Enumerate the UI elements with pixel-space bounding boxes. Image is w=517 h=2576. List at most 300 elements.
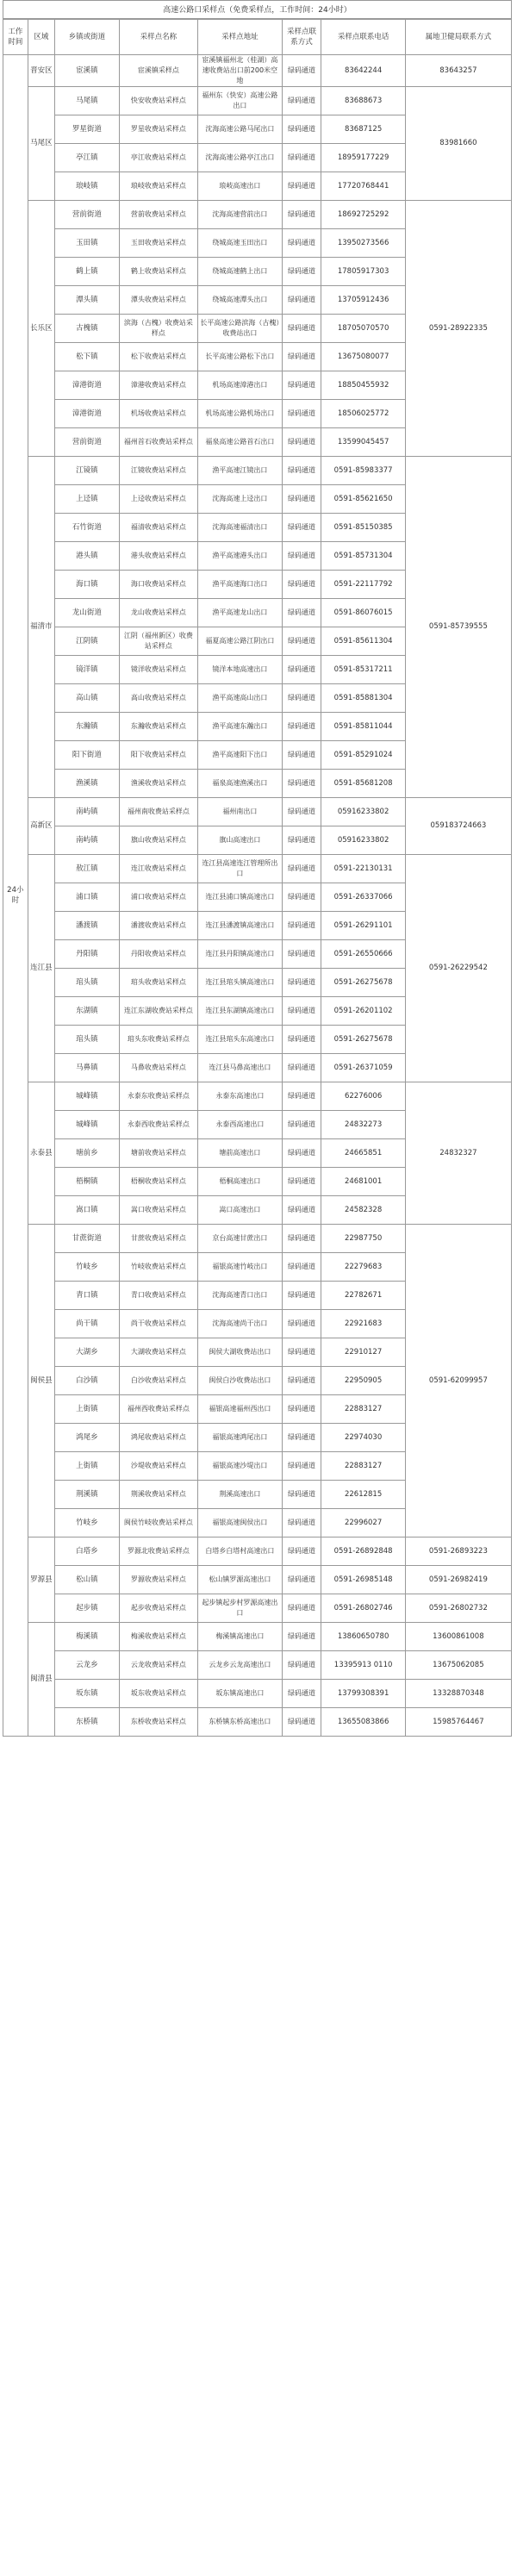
- address-cell: 沈海高速公路马尾出口: [198, 115, 282, 144]
- town-cell: 松山镇: [55, 1566, 119, 1594]
- table-row: [3, 1594, 512, 1623]
- address-cell: 福州东（快安）高速公路出口: [198, 87, 282, 115]
- site-cell: 机场收费站采样点: [119, 400, 198, 428]
- mode-cell: 绿码通道: [282, 713, 321, 741]
- header-addr: 采样点地址: [198, 20, 282, 55]
- site-cell: 海口收费站采样点: [119, 571, 198, 599]
- health-contact: 0591-26982419: [405, 1566, 511, 1594]
- mode-cell: 绿码通道: [282, 1566, 321, 1594]
- mode-cell: 绿码通道: [282, 1395, 321, 1424]
- address-cell: 连江县琯头镇高速出口: [198, 969, 282, 997]
- address-cell: 连江县马鼻高速出口: [198, 1054, 282, 1082]
- health-contact: 0591-85739555: [405, 457, 511, 798]
- town-cell: 玉田镇: [55, 229, 119, 258]
- address-cell: 沈海高速公路亭江出口: [198, 144, 282, 172]
- health-contact: 15985764467: [405, 1708, 511, 1737]
- site-cell: 潭头收费站采样点: [119, 286, 198, 315]
- town-cell: 阳下街道: [55, 741, 119, 770]
- phone-cell: 18506025772: [321, 400, 405, 428]
- mode-cell: 绿码通道: [282, 55, 321, 87]
- address-cell: 永泰西高速出口: [198, 1111, 282, 1139]
- phone-cell: 13395913 0110: [321, 1651, 405, 1680]
- address-cell: 福银高速鸿尾出口: [198, 1424, 282, 1452]
- town-cell: 鹤上镇: [55, 258, 119, 286]
- header-site: 采样点名称: [119, 20, 198, 55]
- site-cell: 甘蔗收费站采样点: [119, 1225, 198, 1253]
- phone-cell: 0591-26337066: [321, 883, 405, 912]
- phone-cell: 0591-22130131: [321, 855, 405, 883]
- table-row: [3, 855, 512, 883]
- mode-cell: 绿码通道: [282, 172, 321, 201]
- site-cell: 罗源北收费站采样点: [119, 1537, 198, 1566]
- district-name: 马尾区: [28, 87, 55, 201]
- mode-cell: 绿码通道: [282, 371, 321, 400]
- site-cell: 浦口收费站采样点: [119, 883, 198, 912]
- address-cell: 福泉高速公路首石出口: [198, 428, 282, 457]
- phone-cell: 18850455932: [321, 371, 405, 400]
- mode-cell: 绿码通道: [282, 1168, 321, 1196]
- site-cell: 阳下收费站采样点: [119, 741, 198, 770]
- mode-cell: 绿码通道: [282, 457, 321, 485]
- address-cell: 绕城高速鹤上出口: [198, 258, 282, 286]
- town-cell: 营前街道: [55, 201, 119, 229]
- address-cell: 渔平高速高山出口: [198, 684, 282, 713]
- health-contact: 0591-26893223: [405, 1537, 511, 1566]
- mode-cell: 绿码通道: [282, 1509, 321, 1537]
- site-cell: 罗源收费站采样点: [119, 1566, 198, 1594]
- phone-cell: 0591-26275678: [321, 969, 405, 997]
- site-cell: 渔溪收费站采样点: [119, 770, 198, 798]
- phone-cell: 13705912436: [321, 286, 405, 315]
- district-name: 晋安区: [28, 55, 55, 87]
- town-cell: 坂东镇: [55, 1680, 119, 1708]
- address-cell: 绕城高速潭头出口: [198, 286, 282, 315]
- phone-cell: 24582328: [321, 1196, 405, 1225]
- phone-cell: 22996027: [321, 1509, 405, 1537]
- table-row: [3, 798, 512, 826]
- town-cell: 青口镇: [55, 1282, 119, 1310]
- phone-cell: 22883127: [321, 1395, 405, 1424]
- address-cell: 绕城高速玉田出口: [198, 229, 282, 258]
- site-cell: 坂东收费站采样点: [119, 1680, 198, 1708]
- site-cell: 江镜收费站采样点: [119, 457, 198, 485]
- mode-cell: 绿码通道: [282, 855, 321, 883]
- town-cell: 镜洋镇: [55, 656, 119, 684]
- site-cell: 宦溪镇采样点: [119, 55, 198, 87]
- town-cell: 大湖乡: [55, 1338, 119, 1367]
- site-cell: 快安收费站采样点: [119, 87, 198, 115]
- address-cell: 旗山高速出口: [198, 826, 282, 855]
- work-time: 24小时: [3, 55, 28, 1737]
- town-cell: 南屿镇: [55, 798, 119, 826]
- town-cell: 尚干镇: [55, 1310, 119, 1338]
- phone-cell: 18959177229: [321, 144, 405, 172]
- phone-cell: 0591-85731304: [321, 542, 405, 571]
- district-name: 福清市: [28, 457, 55, 798]
- town-cell: 亭江镇: [55, 144, 119, 172]
- mode-cell: 绿码通道: [282, 258, 321, 286]
- site-cell: 营前收费站采样点: [119, 201, 198, 229]
- town-cell: 白塔乡: [55, 1537, 119, 1566]
- town-cell: 松下镇: [55, 343, 119, 371]
- town-cell: 敖江镇: [55, 855, 119, 883]
- mode-cell: 绿码通道: [282, 1424, 321, 1452]
- address-cell: 梅溪镇高速出口: [198, 1623, 282, 1651]
- table-row: [3, 1680, 512, 1708]
- town-cell: 江阴镇: [55, 627, 119, 656]
- health-contact: 059183724663: [405, 798, 511, 855]
- phone-cell: 0591-26371059: [321, 1054, 405, 1082]
- health-contact: 24832327: [405, 1082, 511, 1225]
- phone-cell: 17805917303: [321, 258, 405, 286]
- phone-cell: 0591-85611304: [321, 627, 405, 656]
- site-cell: 嵩口收费站采样点: [119, 1196, 198, 1225]
- town-cell: 上街镇: [55, 1452, 119, 1481]
- town-cell: 马鼻镇: [55, 1054, 119, 1082]
- mode-cell: 绿码通道: [282, 1196, 321, 1225]
- town-cell: 东瀚镇: [55, 713, 119, 741]
- phone-cell: 0591-85150385: [321, 514, 405, 542]
- address-cell: 白塔乡白塔村高速出口: [198, 1537, 282, 1566]
- header-town: 乡镇或街道: [55, 20, 119, 55]
- site-cell: 福清收费站采样点: [119, 514, 198, 542]
- address-cell: 永泰东高速出口: [198, 1082, 282, 1111]
- mode-cell: 绿码通道: [282, 940, 321, 969]
- mode-cell: 绿码通道: [282, 1594, 321, 1623]
- mode-cell: 绿码通道: [282, 1282, 321, 1310]
- site-cell: 江阴（福州新区）收费站采样点: [119, 627, 198, 656]
- district-name: 罗源县: [28, 1537, 55, 1623]
- site-cell: 荆溪收费站采样点: [119, 1481, 198, 1509]
- phone-cell: 22950905: [321, 1367, 405, 1395]
- address-cell: 福泉高速渔溪出口: [198, 770, 282, 798]
- town-cell: 东桥镇: [55, 1708, 119, 1737]
- site-cell: 云龙收费站采样点: [119, 1651, 198, 1680]
- table-row: [3, 87, 512, 115]
- address-cell: 京台高速甘蔗出口: [198, 1225, 282, 1253]
- town-cell: 上街镇: [55, 1395, 119, 1424]
- phone-cell: 0591-85291024: [321, 741, 405, 770]
- header-row: [3, 20, 512, 55]
- address-cell: 福州南出口: [198, 798, 282, 826]
- address-cell: 沈海高速营前出口: [198, 201, 282, 229]
- address-cell: 连江县浦口镇高速出口: [198, 883, 282, 912]
- header-phone: 采样点联系电话: [321, 20, 405, 55]
- mode-cell: 绿码通道: [282, 1537, 321, 1566]
- phone-cell: 13655083866: [321, 1708, 405, 1737]
- mode-cell: 绿码通道: [282, 1651, 321, 1680]
- address-cell: 渔平高速海口出口: [198, 571, 282, 599]
- health-contact: 13600861008: [405, 1623, 511, 1651]
- mode-cell: 绿码通道: [282, 969, 321, 997]
- phone-cell: 0591-85811044: [321, 713, 405, 741]
- site-cell: 上迳收费站采样点: [119, 485, 198, 514]
- address-cell: 福银高速竹岐出口: [198, 1253, 282, 1282]
- site-cell: 梧桐收费站采样点: [119, 1168, 198, 1196]
- address-cell: 沈海高速上迳出口: [198, 485, 282, 514]
- address-cell: 渔平高速阳下出口: [198, 741, 282, 770]
- town-cell: 潭头镇: [55, 286, 119, 315]
- town-cell: 竹岐乡: [55, 1253, 119, 1282]
- town-cell: 琯头镇: [55, 1026, 119, 1054]
- address-cell: 东桥镇东桥高速出口: [198, 1708, 282, 1737]
- mode-cell: 绿码通道: [282, 428, 321, 457]
- page-title: 高速公路口采样点（免费采样点，工作时间：24小时）: [3, 0, 512, 19]
- phone-cell: 22987750: [321, 1225, 405, 1253]
- phone-cell: 0591-26550666: [321, 940, 405, 969]
- address-cell: 连江县丹阳镇高速出口: [198, 940, 282, 969]
- phone-cell: 0591-26291101: [321, 912, 405, 940]
- district-name: 永泰县: [28, 1082, 55, 1225]
- mode-cell: 绿码通道: [282, 1367, 321, 1395]
- mode-cell: 绿码通道: [282, 115, 321, 144]
- health-contact: 0591-62099957: [405, 1225, 511, 1537]
- address-cell: 嵩口高速出口: [198, 1196, 282, 1225]
- address-cell: 沈海高速福清出口: [198, 514, 282, 542]
- mode-cell: 绿码通道: [282, 1026, 321, 1054]
- site-cell: 大湖收费站采样点: [119, 1338, 198, 1367]
- site-cell: 罗星收费站采样点: [119, 115, 198, 144]
- phone-cell: 22883127: [321, 1452, 405, 1481]
- site-cell: 连江收费站采样点: [119, 855, 198, 883]
- address-cell: 沈海高速青口出口: [198, 1282, 282, 1310]
- phone-cell: 18705070570: [321, 315, 405, 343]
- mode-cell: 绿码通道: [282, 1082, 321, 1111]
- mode-cell: 绿码通道: [282, 1139, 321, 1168]
- health-contact: 83643257: [405, 55, 511, 87]
- site-cell: 青口收费站采样点: [119, 1282, 198, 1310]
- header-health: 属地卫健局联系方式: [405, 20, 511, 55]
- town-cell: 琅岐镇: [55, 172, 119, 201]
- phone-cell: 83642244: [321, 55, 405, 87]
- phone-cell: 0591-22117792: [321, 571, 405, 599]
- address-cell: 云龙乡云龙高速出口: [198, 1651, 282, 1680]
- sampling-sites-table: [3, 19, 512, 1737]
- district-name: 高新区: [28, 798, 55, 855]
- town-cell: 东湖镇: [55, 997, 119, 1026]
- phone-cell: 13950273566: [321, 229, 405, 258]
- address-cell: 连江县琯头东高速出口: [198, 1026, 282, 1054]
- address-cell: 起步镇起步村罗源高速出口: [198, 1594, 282, 1623]
- phone-cell: 0591-26275678: [321, 1026, 405, 1054]
- mode-cell: 绿码通道: [282, 770, 321, 798]
- address-cell: 长平高速公路滨海（古槐）收费站出口: [198, 315, 282, 343]
- address-cell: 长平高速公路松下出口: [198, 343, 282, 371]
- site-cell: 鸿尾收费站采样点: [119, 1424, 198, 1452]
- mode-cell: 绿码通道: [282, 826, 321, 855]
- address-cell: 渔平高速江镜出口: [198, 457, 282, 485]
- mode-cell: 绿码通道: [282, 1481, 321, 1509]
- mode-cell: 绿码通道: [282, 144, 321, 172]
- phone-cell: 0591-26802746: [321, 1594, 405, 1623]
- phone-cell: 22612815: [321, 1481, 405, 1509]
- health-contact: 0591-26229542: [405, 855, 511, 1082]
- site-cell: 连江东湖收费站采样点: [119, 997, 198, 1026]
- town-cell: 古槐镇: [55, 315, 119, 343]
- phone-cell: 22279683: [321, 1253, 405, 1282]
- town-cell: 港头镇: [55, 542, 119, 571]
- address-cell: 坂东镇高速出口: [198, 1680, 282, 1708]
- mode-cell: 绿码通道: [282, 286, 321, 315]
- mode-cell: 绿码通道: [282, 912, 321, 940]
- address-cell: 连江县高速连江管理所出口: [198, 855, 282, 883]
- site-cell: 福州西收费站采样点: [119, 1395, 198, 1424]
- town-cell: 宦溪镇: [55, 55, 119, 87]
- address-cell: 闽侯大湖收费站出口: [198, 1338, 282, 1367]
- phone-cell: 13599045457: [321, 428, 405, 457]
- town-cell: 龙山街道: [55, 599, 119, 627]
- header-district: 区域: [28, 20, 55, 55]
- mode-cell: 绿码通道: [282, 485, 321, 514]
- address-cell: 闽侯白沙收费站出口: [198, 1367, 282, 1395]
- address-cell: 福银高速沙堤出口: [198, 1452, 282, 1481]
- district-name: 闽侯县: [28, 1225, 55, 1537]
- site-cell: 滨海（古槐）收费站采样点: [119, 315, 198, 343]
- table-row: [3, 1708, 512, 1737]
- address-cell: 渔平高速港头出口: [198, 542, 282, 571]
- town-cell: 南屿镇: [55, 826, 119, 855]
- phone-cell: 0591-85681208: [321, 770, 405, 798]
- address-cell: 连江县东湖镇高速出口: [198, 997, 282, 1026]
- town-cell: 上迳镇: [55, 485, 119, 514]
- site-cell: 丹阳收费站采样点: [119, 940, 198, 969]
- phone-cell: 24681001: [321, 1168, 405, 1196]
- phone-cell: 05916233802: [321, 798, 405, 826]
- mode-cell: 绿码通道: [282, 1054, 321, 1082]
- address-cell: 连江县潘渡镇高速出口: [198, 912, 282, 940]
- phone-cell: 13675080077: [321, 343, 405, 371]
- phone-cell: 0591-85317211: [321, 656, 405, 684]
- site-cell: 龙山收费站采样点: [119, 599, 198, 627]
- mode-cell: 绿码通道: [282, 883, 321, 912]
- district-name: 闽清县: [28, 1623, 55, 1737]
- mode-cell: 绿码通道: [282, 1253, 321, 1282]
- health-contact: 83981660: [405, 87, 511, 201]
- district-name: 长乐区: [28, 201, 55, 457]
- phone-cell: 24665851: [321, 1139, 405, 1168]
- mode-cell: 绿码通道: [282, 1708, 321, 1737]
- table-row: [3, 1566, 512, 1594]
- phone-cell: 22910127: [321, 1338, 405, 1367]
- site-cell: 福州南收费站采样点: [119, 798, 198, 826]
- site-cell: 琯头东收费站采样点: [119, 1026, 198, 1054]
- town-cell: 塘前乡: [55, 1139, 119, 1168]
- mode-cell: 绿码通道: [282, 1623, 321, 1651]
- table-row: [3, 1537, 512, 1566]
- address-cell: 福夏高速公路江阴出口: [198, 627, 282, 656]
- health-contact: 13328870348: [405, 1680, 511, 1708]
- phone-cell: 22974030: [321, 1424, 405, 1452]
- town-cell: 渔溪镇: [55, 770, 119, 798]
- address-cell: 梧桐高速出口: [198, 1168, 282, 1196]
- address-cell: 镜洋本地高速出口: [198, 656, 282, 684]
- mode-cell: 绿码通道: [282, 1338, 321, 1367]
- site-cell: 东桥收费站采样点: [119, 1708, 198, 1737]
- site-cell: 琯头收费站采样点: [119, 969, 198, 997]
- town-cell: 城峰镇: [55, 1082, 119, 1111]
- header-time: 工作时间: [3, 20, 28, 55]
- phone-cell: 18692725292: [321, 201, 405, 229]
- phone-cell: 0591-85983377: [321, 457, 405, 485]
- town-cell: 潘渡镇: [55, 912, 119, 940]
- health-contact: 0591-26802732: [405, 1594, 511, 1623]
- mode-cell: 绿码通道: [282, 627, 321, 656]
- site-cell: 沙堤收费站采样点: [119, 1452, 198, 1481]
- table-row: [3, 1082, 512, 1111]
- mode-cell: 绿码通道: [282, 656, 321, 684]
- town-cell: 鸿尾乡: [55, 1424, 119, 1452]
- address-cell: 琅岐高速出口: [198, 172, 282, 201]
- site-cell: 竹岐收费站采样点: [119, 1253, 198, 1282]
- site-cell: 尚干收费站采样点: [119, 1310, 198, 1338]
- site-cell: 潘渡收费站采样点: [119, 912, 198, 940]
- address-cell: 福银高速福州西出口: [198, 1395, 282, 1424]
- phone-cell: 17720768441: [321, 172, 405, 201]
- address-cell: 松山镇罗源高速出口: [198, 1566, 282, 1594]
- mode-cell: 绿码通道: [282, 229, 321, 258]
- address-cell: 渔平高速东瀚出口: [198, 713, 282, 741]
- town-cell: 甘蔗街道: [55, 1225, 119, 1253]
- site-cell: 马鼻收费站采样点: [119, 1054, 198, 1082]
- site-cell: 漳港收费站采样点: [119, 371, 198, 400]
- site-cell: 亭江收费站采样点: [119, 144, 198, 172]
- table-row: [3, 1623, 512, 1651]
- site-cell: 永泰西收费站采样点: [119, 1111, 198, 1139]
- phone-cell: 0591-85881304: [321, 684, 405, 713]
- address-cell: 渔平高速龙山出口: [198, 599, 282, 627]
- town-cell: 浦口镇: [55, 883, 119, 912]
- town-cell: 白沙镇: [55, 1367, 119, 1395]
- phone-cell: 83688673: [321, 87, 405, 115]
- site-cell: 闽侯竹岐收费站采样点: [119, 1509, 198, 1537]
- town-cell: 漳港街道: [55, 371, 119, 400]
- address-cell: 机场高速公路机场出口: [198, 400, 282, 428]
- town-cell: 罗星街道: [55, 115, 119, 144]
- mode-cell: 绿码通道: [282, 1225, 321, 1253]
- phone-cell: 22782671: [321, 1282, 405, 1310]
- site-cell: 梅溪收费站采样点: [119, 1623, 198, 1651]
- site-cell: 玉田收费站采样点: [119, 229, 198, 258]
- town-cell: 梧桐镇: [55, 1168, 119, 1196]
- site-cell: 鹤上收费站采样点: [119, 258, 198, 286]
- phone-cell: 13799308391: [321, 1680, 405, 1708]
- site-cell: 琅岐收费站采样点: [119, 172, 198, 201]
- mode-cell: 绿码通道: [282, 201, 321, 229]
- site-cell: 塘前收费站采样点: [119, 1139, 198, 1168]
- phone-cell: 05916233802: [321, 826, 405, 855]
- mode-cell: 绿码通道: [282, 741, 321, 770]
- town-cell: 竹岐乡: [55, 1509, 119, 1537]
- table-row: [3, 201, 512, 229]
- phone-cell: 0591-26201102: [321, 997, 405, 1026]
- town-cell: 琯头镇: [55, 969, 119, 997]
- mode-cell: 绿码通道: [282, 1452, 321, 1481]
- site-cell: 港头收费站采样点: [119, 542, 198, 571]
- table-row: [3, 55, 512, 87]
- phone-cell: 0591-86076015: [321, 599, 405, 627]
- town-cell: 城峰镇: [55, 1111, 119, 1139]
- mode-cell: 绿码通道: [282, 315, 321, 343]
- phone-cell: 24832273: [321, 1111, 405, 1139]
- table-row: [3, 1225, 512, 1253]
- mode-cell: 绿码通道: [282, 542, 321, 571]
- mode-cell: 绿码通道: [282, 87, 321, 115]
- town-cell: 漳港街道: [55, 400, 119, 428]
- address-cell: 机场高速漳港出口: [198, 371, 282, 400]
- town-cell: 起步镇: [55, 1594, 119, 1623]
- site-cell: 东瀚收费站采样点: [119, 713, 198, 741]
- town-cell: 海口镇: [55, 571, 119, 599]
